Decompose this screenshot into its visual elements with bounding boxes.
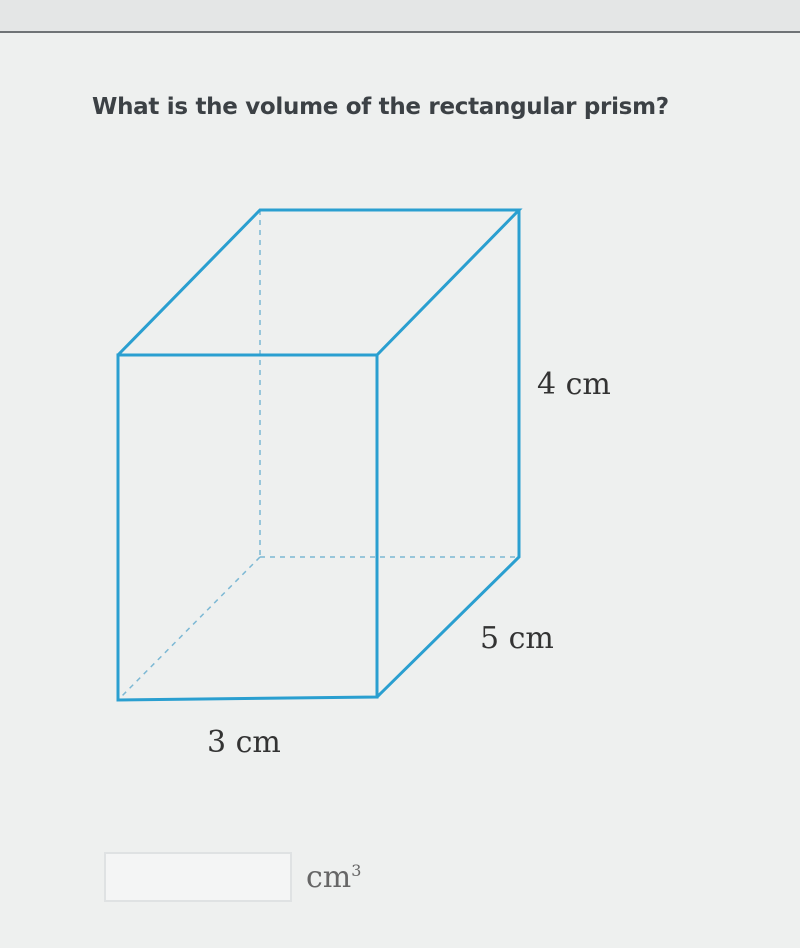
answer-row (104, 852, 361, 902)
question-text: What is the volume of the rectangular prism? (92, 94, 669, 120)
hidden-edge-left-depth (118, 557, 260, 700)
front-face (118, 355, 377, 700)
top-face-edges (118, 210, 519, 355)
answer-input[interactable] (104, 852, 292, 902)
height-label: 4 cm (537, 367, 611, 402)
depth-label: 5 cm (480, 621, 554, 656)
unit-label (306, 860, 361, 895)
unit-text: cm (306, 859, 352, 895)
width-label: 3 cm (207, 725, 281, 760)
unit-exponent: 3 (351, 860, 362, 880)
